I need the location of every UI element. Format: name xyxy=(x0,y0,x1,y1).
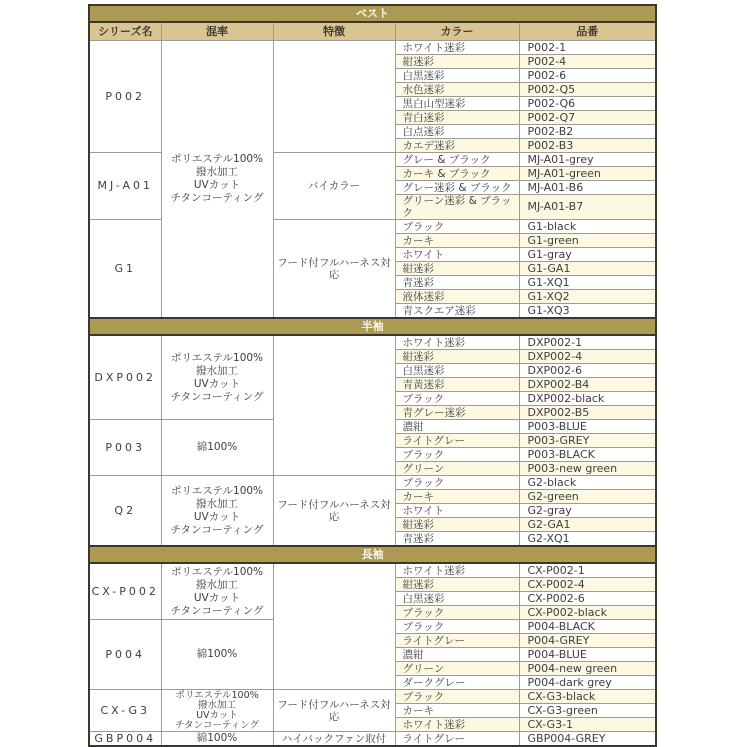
mix-ratio-line: 撥水加工 xyxy=(196,166,238,178)
color-name-cell: 濃紺 xyxy=(395,420,519,434)
series-cell-mj-a01: MJ-A01 xyxy=(89,153,161,220)
product-code-cell: MJ-A01-green xyxy=(519,167,656,181)
color-name-cell: 青迷彩 xyxy=(395,532,519,547)
color-name-cell: 白黒迷彩 xyxy=(395,364,519,378)
color-name-cell: ダークグレー xyxy=(395,676,519,690)
color-name-cell: 青黄迷彩 xyxy=(395,378,519,392)
color-name-cell: ホワイト xyxy=(395,248,519,262)
color-name-cell: カーキ xyxy=(395,704,519,718)
product-code-cell: P002-Q5 xyxy=(519,83,656,97)
mix-ratio-cell xyxy=(161,420,273,476)
product-code-cell: DXP002-1 xyxy=(519,335,656,350)
product-code-cell: P003-GREY xyxy=(519,434,656,448)
mix-ratio-line: チタンコーティング xyxy=(170,192,264,204)
product-code-cell: G2-black xyxy=(519,476,656,490)
mix-ratio-line: ポリエステル100% xyxy=(170,351,264,364)
product-code-cell: G2-GA1 xyxy=(519,518,656,532)
product-code-cell: GBP004-GREY xyxy=(519,732,656,747)
color-name-cell: 紺迷彩 xyxy=(395,518,519,532)
product-code-cell: CX-P002-black xyxy=(519,606,656,620)
color-name-cell: 白点迷彩 xyxy=(395,125,519,139)
product-code-cell: P004-GREY xyxy=(519,634,656,648)
color-name-cell: ブラック xyxy=(395,690,519,704)
color-name-cell: 水色迷彩 xyxy=(395,83,519,97)
mix-ratio-line: チタンコーティング xyxy=(170,390,264,403)
series-cell-p002: P002 xyxy=(89,41,161,153)
product-code-cell: G1-XQ2 xyxy=(519,290,656,304)
product-code-cell: CX-G3-green xyxy=(519,704,656,718)
mix-ratio-cell xyxy=(161,732,273,747)
mix-ratio-line: 綿100% xyxy=(196,441,238,453)
color-name-cell: ライトグレー xyxy=(395,634,519,648)
mix-ratio-line: UVカット xyxy=(196,709,238,721)
series-cell-q2: Q2 xyxy=(89,476,161,547)
color-name-cell: 濃紺 xyxy=(395,648,519,662)
product-code-cell: P002-4 xyxy=(519,55,656,69)
product-code-cell: DXP002-4 xyxy=(519,350,656,364)
mix-ratio-line: 撥水加工 xyxy=(196,578,238,591)
color-name-cell: ホワイト迷彩 xyxy=(395,335,519,350)
feature-cell-empty xyxy=(273,41,395,153)
color-name-cell: ライトグレー xyxy=(395,732,519,747)
mix-ratio-cell xyxy=(161,620,273,690)
color-name-cell: ホワイト迷彩 xyxy=(395,41,519,55)
mix-ratio-line: 撥水加工 xyxy=(196,364,238,377)
color-name-cell: 紺迷彩 xyxy=(395,262,519,276)
feature-cell: フード付フルハーネス対応 xyxy=(273,690,395,732)
feature-cell: バイカラー xyxy=(273,153,395,220)
section-header-vest: ベスト xyxy=(89,5,656,22)
color-name-cell: ブラック xyxy=(395,392,519,406)
product-code-cell: DXP002-6 xyxy=(519,364,656,378)
mix-ratio-line: ポリエステル100% xyxy=(170,153,264,165)
product-code-cell: DXP002-B5 xyxy=(519,406,656,420)
product-code-cell: G1-GA1 xyxy=(519,262,656,276)
color-name-cell: 白黒迷彩 xyxy=(395,69,519,83)
product-code-cell: G1-green xyxy=(519,234,656,248)
color-name-cell: 白黒迷彩 xyxy=(395,592,519,606)
color-name-cell: 青迷彩 xyxy=(395,276,519,290)
color-name-cell: 液体迷彩 xyxy=(395,290,519,304)
color-name-cell: 紺迷彩 xyxy=(395,578,519,592)
series-cell-p004: P004 xyxy=(89,620,161,690)
mix-ratio-line: 綿100% xyxy=(196,732,238,744)
col-header-color: カラー xyxy=(395,22,519,41)
col-header-product-code: 品番 xyxy=(519,22,656,41)
product-code-cell: P002-B3 xyxy=(519,139,656,153)
product-code-cell: CX-P002-4 xyxy=(519,578,656,592)
color-name-cell: ブラック xyxy=(395,220,519,234)
product-code-cell: DXP002-black xyxy=(519,392,656,406)
mix-ratio-cell xyxy=(161,41,273,319)
mix-ratio-cell xyxy=(161,563,273,620)
color-name-cell: ライトグレー xyxy=(395,434,519,448)
product-code-cell: G1-XQ1 xyxy=(519,276,656,290)
feature-cell: フード付フルハーネス対応 xyxy=(273,220,395,319)
product-code-cell: CX-G3-black xyxy=(519,690,656,704)
product-code-cell: CX-P002-1 xyxy=(519,563,656,578)
mix-ratio-line: ポリエステル100% xyxy=(175,689,259,701)
color-name-cell: ブラック xyxy=(395,606,519,620)
color-name-cell: カーキ xyxy=(395,490,519,504)
color-name-cell: 青白迷彩 xyxy=(395,111,519,125)
mix-ratio-line: UVカット xyxy=(193,591,241,604)
product-code-cell: P003-BLUE xyxy=(519,420,656,434)
color-name-cell: ブラック xyxy=(395,620,519,634)
color-name-cell: カエデ迷彩 xyxy=(395,139,519,153)
color-name-cell: ブラック xyxy=(395,448,519,462)
section-header-short-sleeve: 半袖 xyxy=(89,318,656,335)
color-name-cell: カーキ xyxy=(395,234,519,248)
color-name-cell: グリーン xyxy=(395,462,519,476)
mix-ratio-line: チタンコーティング xyxy=(174,719,260,731)
product-code-cell: G2-gray xyxy=(519,504,656,518)
product-code-cell: P003-BLACK xyxy=(519,448,656,462)
col-header-mix-ratio: 混率 xyxy=(161,22,273,41)
product-code-cell: G1-black xyxy=(519,220,656,234)
color-name-cell: グレー迷彩 & ブラック xyxy=(395,181,519,195)
product-code-cell: CX-P002-6 xyxy=(519,592,656,606)
product-code-cell: DXP002-B4 xyxy=(519,378,656,392)
mix-ratio-line: ポリエステル100% xyxy=(170,565,264,578)
product-code-cell: P002-Q7 xyxy=(519,111,656,125)
mix-ratio-line: 綿100% xyxy=(196,648,238,660)
series-cell-gbp004: GBP004 xyxy=(89,732,161,747)
col-header-feature: 特徴 xyxy=(273,22,395,41)
color-name-cell: ホワイト迷彩 xyxy=(395,563,519,578)
product-code-cell: P002-1 xyxy=(519,41,656,55)
color-name-cell: 黒白山型迷彩 xyxy=(395,97,519,111)
feature-cell-empty xyxy=(273,335,395,476)
feature-cell: フード付フルハーネス対応 xyxy=(273,476,395,547)
mix-ratio-cell xyxy=(161,476,273,547)
feature-cell-empty xyxy=(273,563,395,690)
color-name-cell: 青スクエア迷彩 xyxy=(395,304,519,319)
mix-ratio-line: 撥水加工 xyxy=(196,497,238,510)
mix-ratio-line: UVカット xyxy=(193,510,241,523)
product-code-cell: P004-BLUE xyxy=(519,648,656,662)
product-code-cell: G1-gray xyxy=(519,248,656,262)
series-cell-cx-p002: CX-P002 xyxy=(89,563,161,620)
series-cell-p003: P003 xyxy=(89,420,161,476)
color-name-cell: 紺迷彩 xyxy=(395,55,519,69)
mix-ratio-cell xyxy=(161,335,273,420)
product-code-cell: P002-B2 xyxy=(519,125,656,139)
series-cell-cx-g3: CX-G3 xyxy=(89,690,161,732)
product-code-cell: P002-Q6 xyxy=(519,97,656,111)
mix-ratio-line: チタンコーティング xyxy=(170,604,264,617)
product-code-cell: G2-green xyxy=(519,490,656,504)
product-code-cell: CX-G3-1 xyxy=(519,718,656,732)
mix-ratio-line: 撥水加工 xyxy=(197,699,236,711)
product-code-cell: P003-new green xyxy=(519,462,656,476)
product-code-cell: P002-6 xyxy=(519,69,656,83)
series-cell-dxp002: DXP002 xyxy=(89,335,161,420)
color-name-cell: ホワイト迷彩 xyxy=(395,718,519,732)
product-code-cell: MJ-A01-B7 xyxy=(519,195,656,220)
series-cell-g1: G1 xyxy=(89,220,161,319)
product-code-cell: G1-XQ3 xyxy=(519,304,656,319)
product-code-cell: MJ-A01-B6 xyxy=(519,181,656,195)
feature-cell: ハイバックファン取付 xyxy=(273,732,395,747)
mix-ratio-cell xyxy=(161,690,273,732)
section-header-long-sleeve: 長袖 xyxy=(89,546,656,563)
color-name-cell: 紺迷彩 xyxy=(395,350,519,364)
color-name-cell: グリーン迷彩 & ブラック xyxy=(395,195,519,220)
color-name-cell: ブラック xyxy=(395,476,519,490)
product-table xyxy=(88,4,657,747)
product-code-cell: G2-XQ1 xyxy=(519,532,656,547)
mix-ratio-line: ポリエステル100% xyxy=(170,484,264,497)
color-name-cell: カーキ & ブラック xyxy=(395,167,519,181)
color-name-cell: 青グレー迷彩 xyxy=(395,406,519,420)
product-code-cell: P004-dark grey xyxy=(519,676,656,690)
product-code-cell: P004-BLACK xyxy=(519,620,656,634)
color-name-cell: ホワイト xyxy=(395,504,519,518)
color-name-cell: グリーン xyxy=(395,662,519,676)
product-code-cell: MJ-A01-grey xyxy=(519,153,656,167)
color-name-cell: グレー & ブラック xyxy=(395,153,519,167)
product-code-cell: P004-new green xyxy=(519,662,656,676)
col-header-series-name: シリーズ名 xyxy=(89,22,161,41)
mix-ratio-line: UVカット xyxy=(193,377,241,390)
product-spec-table-wrap xyxy=(88,4,655,747)
mix-ratio-line: UVカット xyxy=(193,179,241,191)
mix-ratio-line: チタンコーティング xyxy=(170,523,264,536)
